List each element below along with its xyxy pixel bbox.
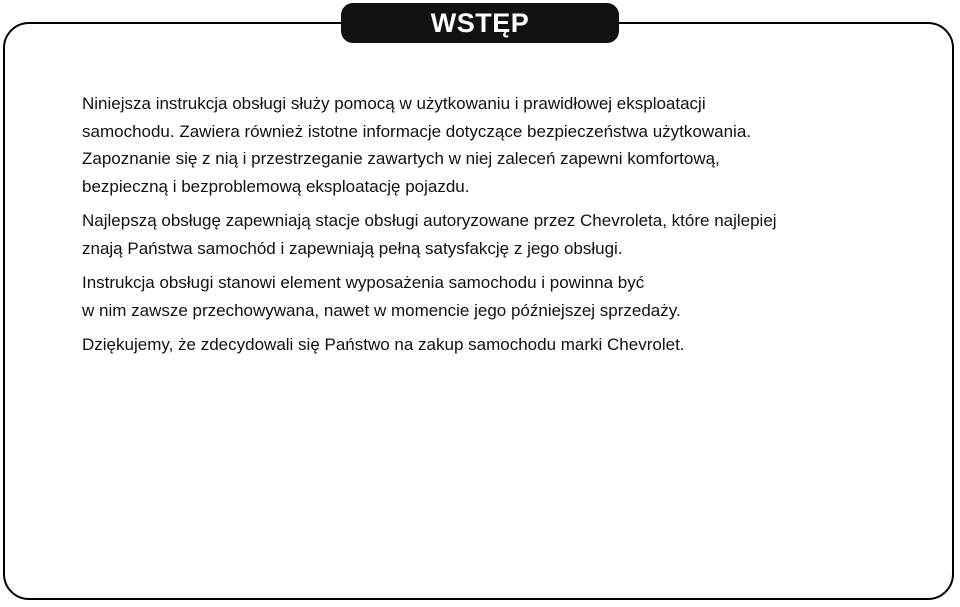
paragraph: [82, 207, 882, 262]
text-line: Instrukcja obsługi stanowi element wyposażenia samochodu i powinna być: [82, 273, 645, 292]
text-line: znają Państwa samochód i zapewniają pełną satysfakcję z jego obsługi.: [82, 238, 623, 258]
text-line: Najlepszą obsługę zapewniają stacje obsługi autoryzowane przez Chevroleta, które najlepiej: [82, 211, 777, 230]
text-line: Zapoznanie się z nią i przestrzeganie zawartych w niej zaleceń zapewni komfortową,: [82, 149, 720, 168]
text-line: Niniejsza instrukcja obsługi służy pomocą w użytkowaniu i prawidłowej eksploatacji: [82, 94, 706, 113]
text-line: samochodu. Zawiera również istotne informacje dotyczące bezpieczeństwa użytkowania.: [82, 121, 751, 141]
text-line: bezpieczną i bezproblemową eksploatację pojazdu.: [82, 176, 470, 196]
paragraph: [82, 331, 882, 359]
title-tab: [341, 3, 619, 43]
intro-text: [82, 90, 882, 366]
paragraph: [82, 90, 882, 200]
paragraph: [82, 269, 882, 324]
page-title: WSTĘP: [430, 7, 530, 38]
text-line: w nim zawsze przechowywana, nawet w momencie jego późniejszej sprzedaży.: [82, 300, 681, 320]
text-line: Dziękujemy, że zdecydowali się Państwo na zakup samochodu marki Chevrolet.: [82, 335, 685, 354]
